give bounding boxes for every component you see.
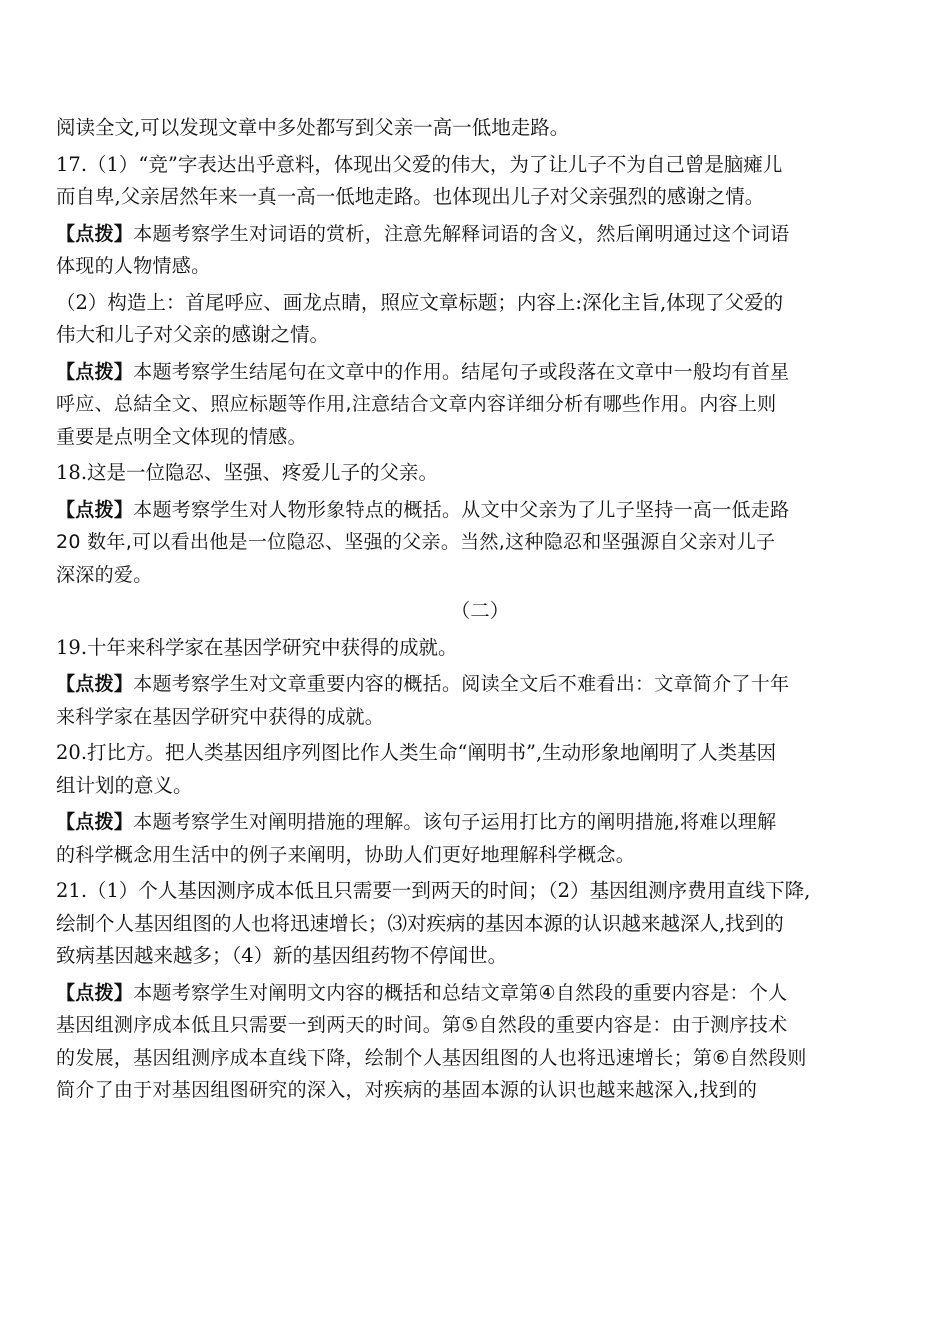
- text-line: 深深的爱。: [56, 563, 153, 586]
- answer-paragraph: [56, 457, 904, 490]
- text-line: 伟大和儿子对父亲的感谢之情。: [56, 323, 330, 346]
- text-line: 致病基因越来越多；（4）新的基因组药物不停闻世。: [56, 944, 508, 967]
- text-line: 阅读全文,可以发现文章中多处都写到父亲一高一低地走路。: [56, 116, 570, 139]
- text-line: （二）: [450, 599, 510, 622]
- text-line: 组计划的意义。: [56, 773, 193, 797]
- text-line: [56, 356, 904, 389]
- answer-paragraph: [56, 287, 904, 352]
- explanation-paragraph: [56, 668, 904, 733]
- text-line: [56, 668, 904, 701]
- text-line: 重要是点明全文体现的情感。: [56, 425, 307, 448]
- explanation-text: 本题考察学生对词语的赏析，注意先解释词语的含义，然后阐明通过这个词语: [133, 222, 790, 245]
- text-line: 20.打比方。把人类基因组序列图比作人类生命“阐明书”,生动形象地阐明了人类基因: [56, 741, 777, 764]
- explanation-paragraph: [56, 356, 904, 454]
- answer-paragraph: [56, 149, 904, 214]
- text-line: [56, 806, 904, 839]
- explanation-text: 本题考察学生对阐明措施的理解。该句子运用打比方的阐明措施,将难以理解: [133, 811, 777, 833]
- text-line: 的科学概念用生活中的例子来阐明，协助人们更好地理解科学概念。: [56, 843, 636, 866]
- answer-paragraph: [56, 875, 904, 973]
- explanation-paragraph: [56, 218, 904, 283]
- text-line: 绘制个人基因组图的人也将迅速增长；⑶对疾病的基因本源的认识越来越深人,找到的: [56, 911, 784, 935]
- explanation-tag: 【点拨】: [56, 981, 134, 1004]
- text-line: 19.十年来科学家在基因学研究中获得的成就。: [56, 635, 458, 659]
- text-line: 17.（1）“竞”字表达出乎意料，体现出父爱的伟大，为了让儿子不为自己曾是脑瘫儿: [56, 152, 783, 176]
- explanation-paragraph: [56, 977, 904, 1107]
- text-line: [56, 218, 904, 251]
- explanation-text: 本题考察学生对阐明文内容的概括和总结文章第④自然段的重要内容是：个人: [133, 981, 788, 1004]
- text-line: 呼应、总結全文、照应标题等作用,注意结合文章内容详细分析有哪些作用。内容上则: [56, 393, 777, 415]
- text-line: 18.这是一位隐忍、坚强、疼爱儿子的父亲。: [56, 461, 439, 484]
- text-line: [56, 977, 904, 1010]
- explanation-tag: 【点拨】: [56, 498, 134, 521]
- answer-paragraph: [56, 112, 904, 145]
- explanation-paragraph: [56, 806, 904, 871]
- text-line: （2）构造上：首尾呼应、画龙点睛，照应文章标题；内容上:深化主旨,体现了父爱的: [56, 290, 784, 314]
- explanation-tag: 【点拨】: [56, 811, 134, 833]
- text-line: 21.（1）个人基因测序成本低且只需要一到两天的时间；（2）基因组测序费用直线下降,: [56, 879, 811, 902]
- explanation-text: 本题考察学生对文章重要内容的概括。阅读全文后不难看出：文章简介了十年: [133, 673, 790, 695]
- explanation-text: 本题考察学生对人物形象特点的概括。从文中父亲为了儿子坚持一高一低走路: [133, 498, 790, 521]
- explanation-paragraph: [56, 494, 904, 592]
- text-line: 20 数年,可以看出他是一位隐忍、坚强的父亲。当然,这种隐忍和坚强源自父亲对儿子: [56, 531, 776, 553]
- section-heading: [56, 595, 904, 628]
- text-line: 来科学家在基因学研究中获得的成就。: [56, 705, 385, 728]
- text-line: [56, 494, 904, 527]
- explanation-tag: 【点拨】: [56, 222, 134, 245]
- explanation-tag: 【点拨】: [56, 360, 134, 383]
- text-line: 基因组测序成本低且只需要一到两天的时间。第⑤自然段的重要内容是：由于测序技术: [56, 1014, 788, 1036]
- explanation-tag: 【点拨】: [56, 673, 134, 695]
- text-line: 体现的人物情感。: [56, 255, 211, 277]
- text-line: 的发展，基因组测序成本直线下降，绘制个人基因组图的人也将迅速增长；第⑥自然段则: [56, 1046, 807, 1069]
- explanation-text: 本题考察学生结尾句在文章中的作用。结尾句子或段落在文章中一般均有首星: [133, 360, 790, 383]
- text-line: 简介了由于对基因组图研究的深入，对疾病的基固本源的认识也越来越深入,找到的: [56, 1079, 758, 1101]
- answer-paragraph: [56, 737, 904, 802]
- text-line: 而自卑,父亲居然年来一真一高一低地走路。也体现出儿子对父亲强烈的感谢之情。: [56, 185, 765, 208]
- answer-key-content: [56, 112, 904, 1107]
- answer-paragraph: [56, 632, 904, 665]
